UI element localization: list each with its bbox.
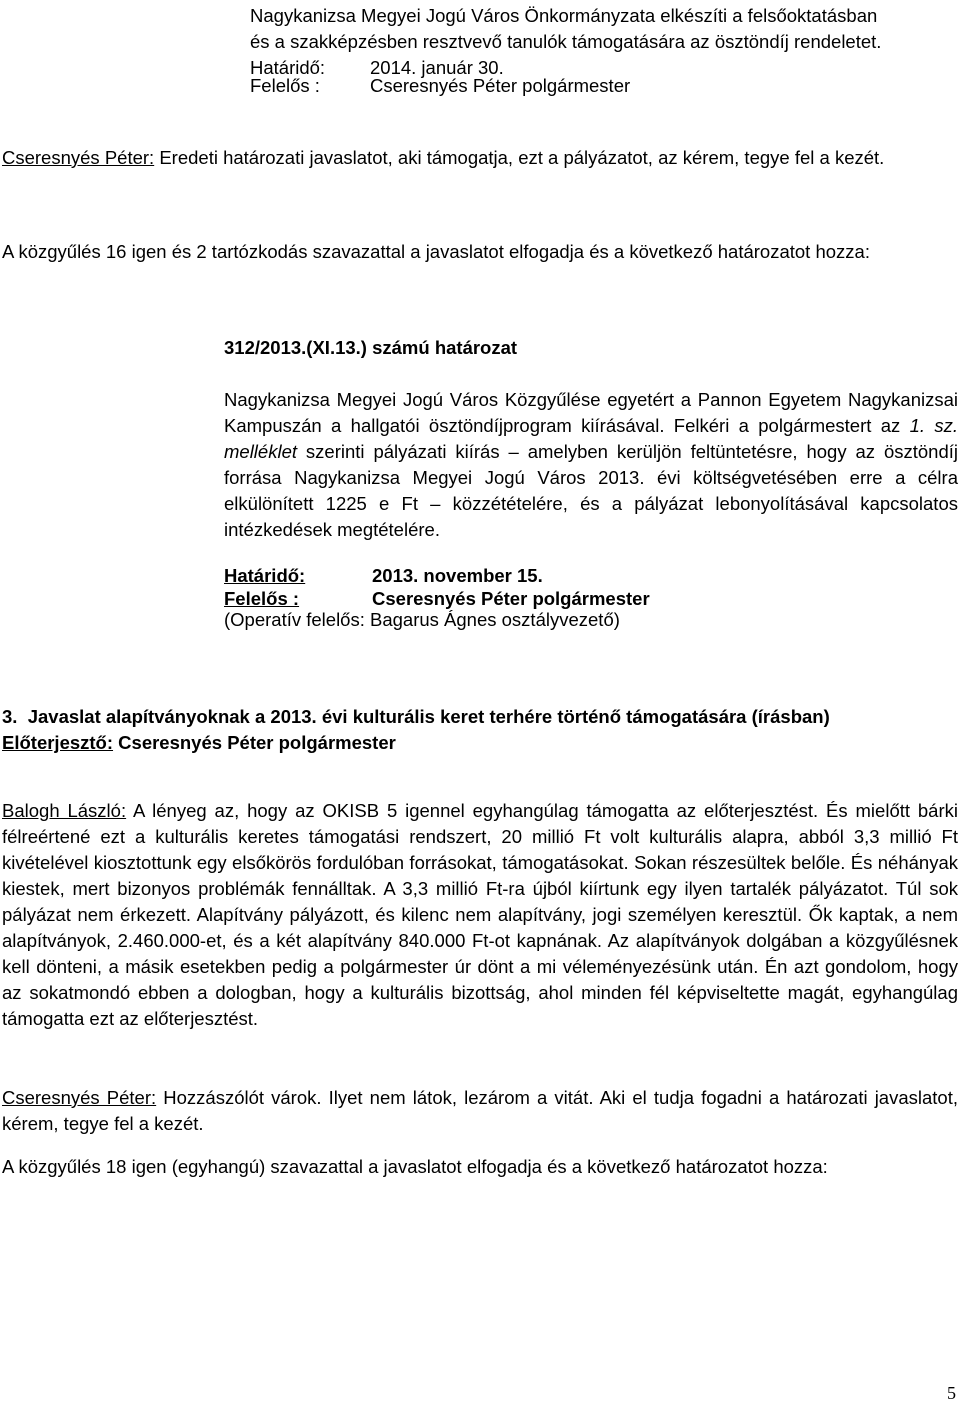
annex-reference: 1. sz. melléklet [224, 415, 958, 462]
top-responsible [250, 73, 958, 99]
deadline-label: Határidő: [250, 57, 326, 78]
presenter-value: Cseresnyés Péter polgármester [113, 732, 396, 753]
speech-text-2: A lényeg az, hogy az OKISB 5 igennel egyhangúlag támogatta az előterjesztést. És mielőtt bárki félreértené ezt a kulturális keretes támogatási rendszert, 20 millió Ft volt kulturális alapra, abból 3,3 millió Ft kivételével kiosztottunk egy elsőkörös fordulóban forrásokat, támogatásokat. Sokan részesültek belőle. És néhányak kiestek, mert bizonyos problémák fennálltak. A 3,3 millió Ft-ra újból kiírtunk egy ilyen tartalék pályázatot. Túl sok pályázat nem érkezett. Alapítvány pályázott, és kilenc nem alapítvány, jogi személyen keresztül. Ők kaptak, a nem alapítványok, 2.460.000-et, és a két alapítvány 840.000 Ft-ot kapnának. Az alapítványok dolgában a közgyűlésnek kell dönteni, a másik esetekben pedig a polgármester úr dönt a mi véleményezésünk után. Én azt gondolom, hogy az sokatmondó ebben a dologban, hogy a kulturális bizottság, ahol minden fél képviseltette magát, egyhangúlag támogatta ezt az előterjesztést. [2, 800, 958, 1029]
top-line-1: Nagykanizsa Megyei Jogú Város Önkormányzata elkészíti a felsőoktatásban [250, 5, 878, 26]
speaker-name-2: Balogh László: [2, 800, 127, 821]
paragraph-speaker-3 [2, 1085, 958, 1137]
presenter-label: Előterjesztő: [2, 732, 114, 753]
resolution-number: 312/2013.(XI.13.) számú határozat [224, 337, 518, 358]
responsible-value: Cseresnyés Péter polgármester [370, 75, 631, 96]
resolution-text [224, 387, 958, 543]
resolution-responsible-label: Felelős : [224, 588, 300, 609]
vote-paragraph-1: A közgyűlés 16 igen és 2 tartózkodás szavazattal a javaslatot elfogadja és a következő határozatot hozza: [2, 241, 870, 262]
resolution-deadline-value: 2013. november 15. [372, 565, 543, 586]
page-number: 5 [947, 1383, 956, 1403]
speech-text-3: Hozzászólót várok. Ilyet nem látok, lezárom a vitát. Aki el tudja fogadni a határozati javaslatot, kérem, tegye fel a kezét. [2, 1087, 958, 1134]
agenda-item-3-presenter [2, 730, 958, 756]
speaker-name-3: Cseresnyés Péter: [2, 1087, 157, 1108]
paragraph-speaker-1 [2, 145, 958, 171]
speech-text: Eredeti határozati javaslatot, aki támogatja, ezt a pályázatot, az kérem, tegye fel a kezét. [154, 147, 885, 168]
agenda-item-3-title: 3. Javaslat alapítványoknak a 2013. évi kulturális keret terhére történő támogatására (írásban) [2, 706, 830, 727]
top-line-2: és a szakképzésben resztvevő tanulók támogatására az ösztöndíj rendeletet. [250, 31, 882, 52]
paragraph-speaker-2 [2, 798, 958, 1032]
resolution-operative: (Operatív felelős: Bagarus Ágnes osztályvezető) [224, 609, 620, 630]
responsible-label: Felelős : [250, 75, 320, 96]
resolution-text-a: Nagykanizsa Megyei Jogú Város Közgyűlése egyetért a Pannon Egyetem Nagykanizsai Kampuszán a hallgatói ösztöndíjprogram kiírásával. Felkéri a polgármestert az [224, 389, 958, 436]
vote-paragraph-2: A közgyűlés 18 igen (egyhangú) szavazattal a javaslatot elfogadja és a következő határozatot hozza: [2, 1156, 828, 1177]
deadline-value: 2014. január 30. [370, 57, 504, 78]
resolution-text-b: szerinti pályázati kiírás – amelyben kerüljön feltüntetésre, hogy az ösztöndíj forrása Nagykanizsa Megyei Jogú Város 2013. évi költségvetésében erre a célra elkülönített 1225 e Ft – közzétételére, és a pályázat lebonyolításával kapcsolatos intézkedések megtételére. [224, 441, 958, 540]
speaker-name: Cseresnyés Péter: [2, 147, 155, 168]
resolution-deadline-label: Határidő: [224, 565, 306, 586]
resolution-responsible-value: Cseresnyés Péter polgármester [372, 588, 650, 609]
